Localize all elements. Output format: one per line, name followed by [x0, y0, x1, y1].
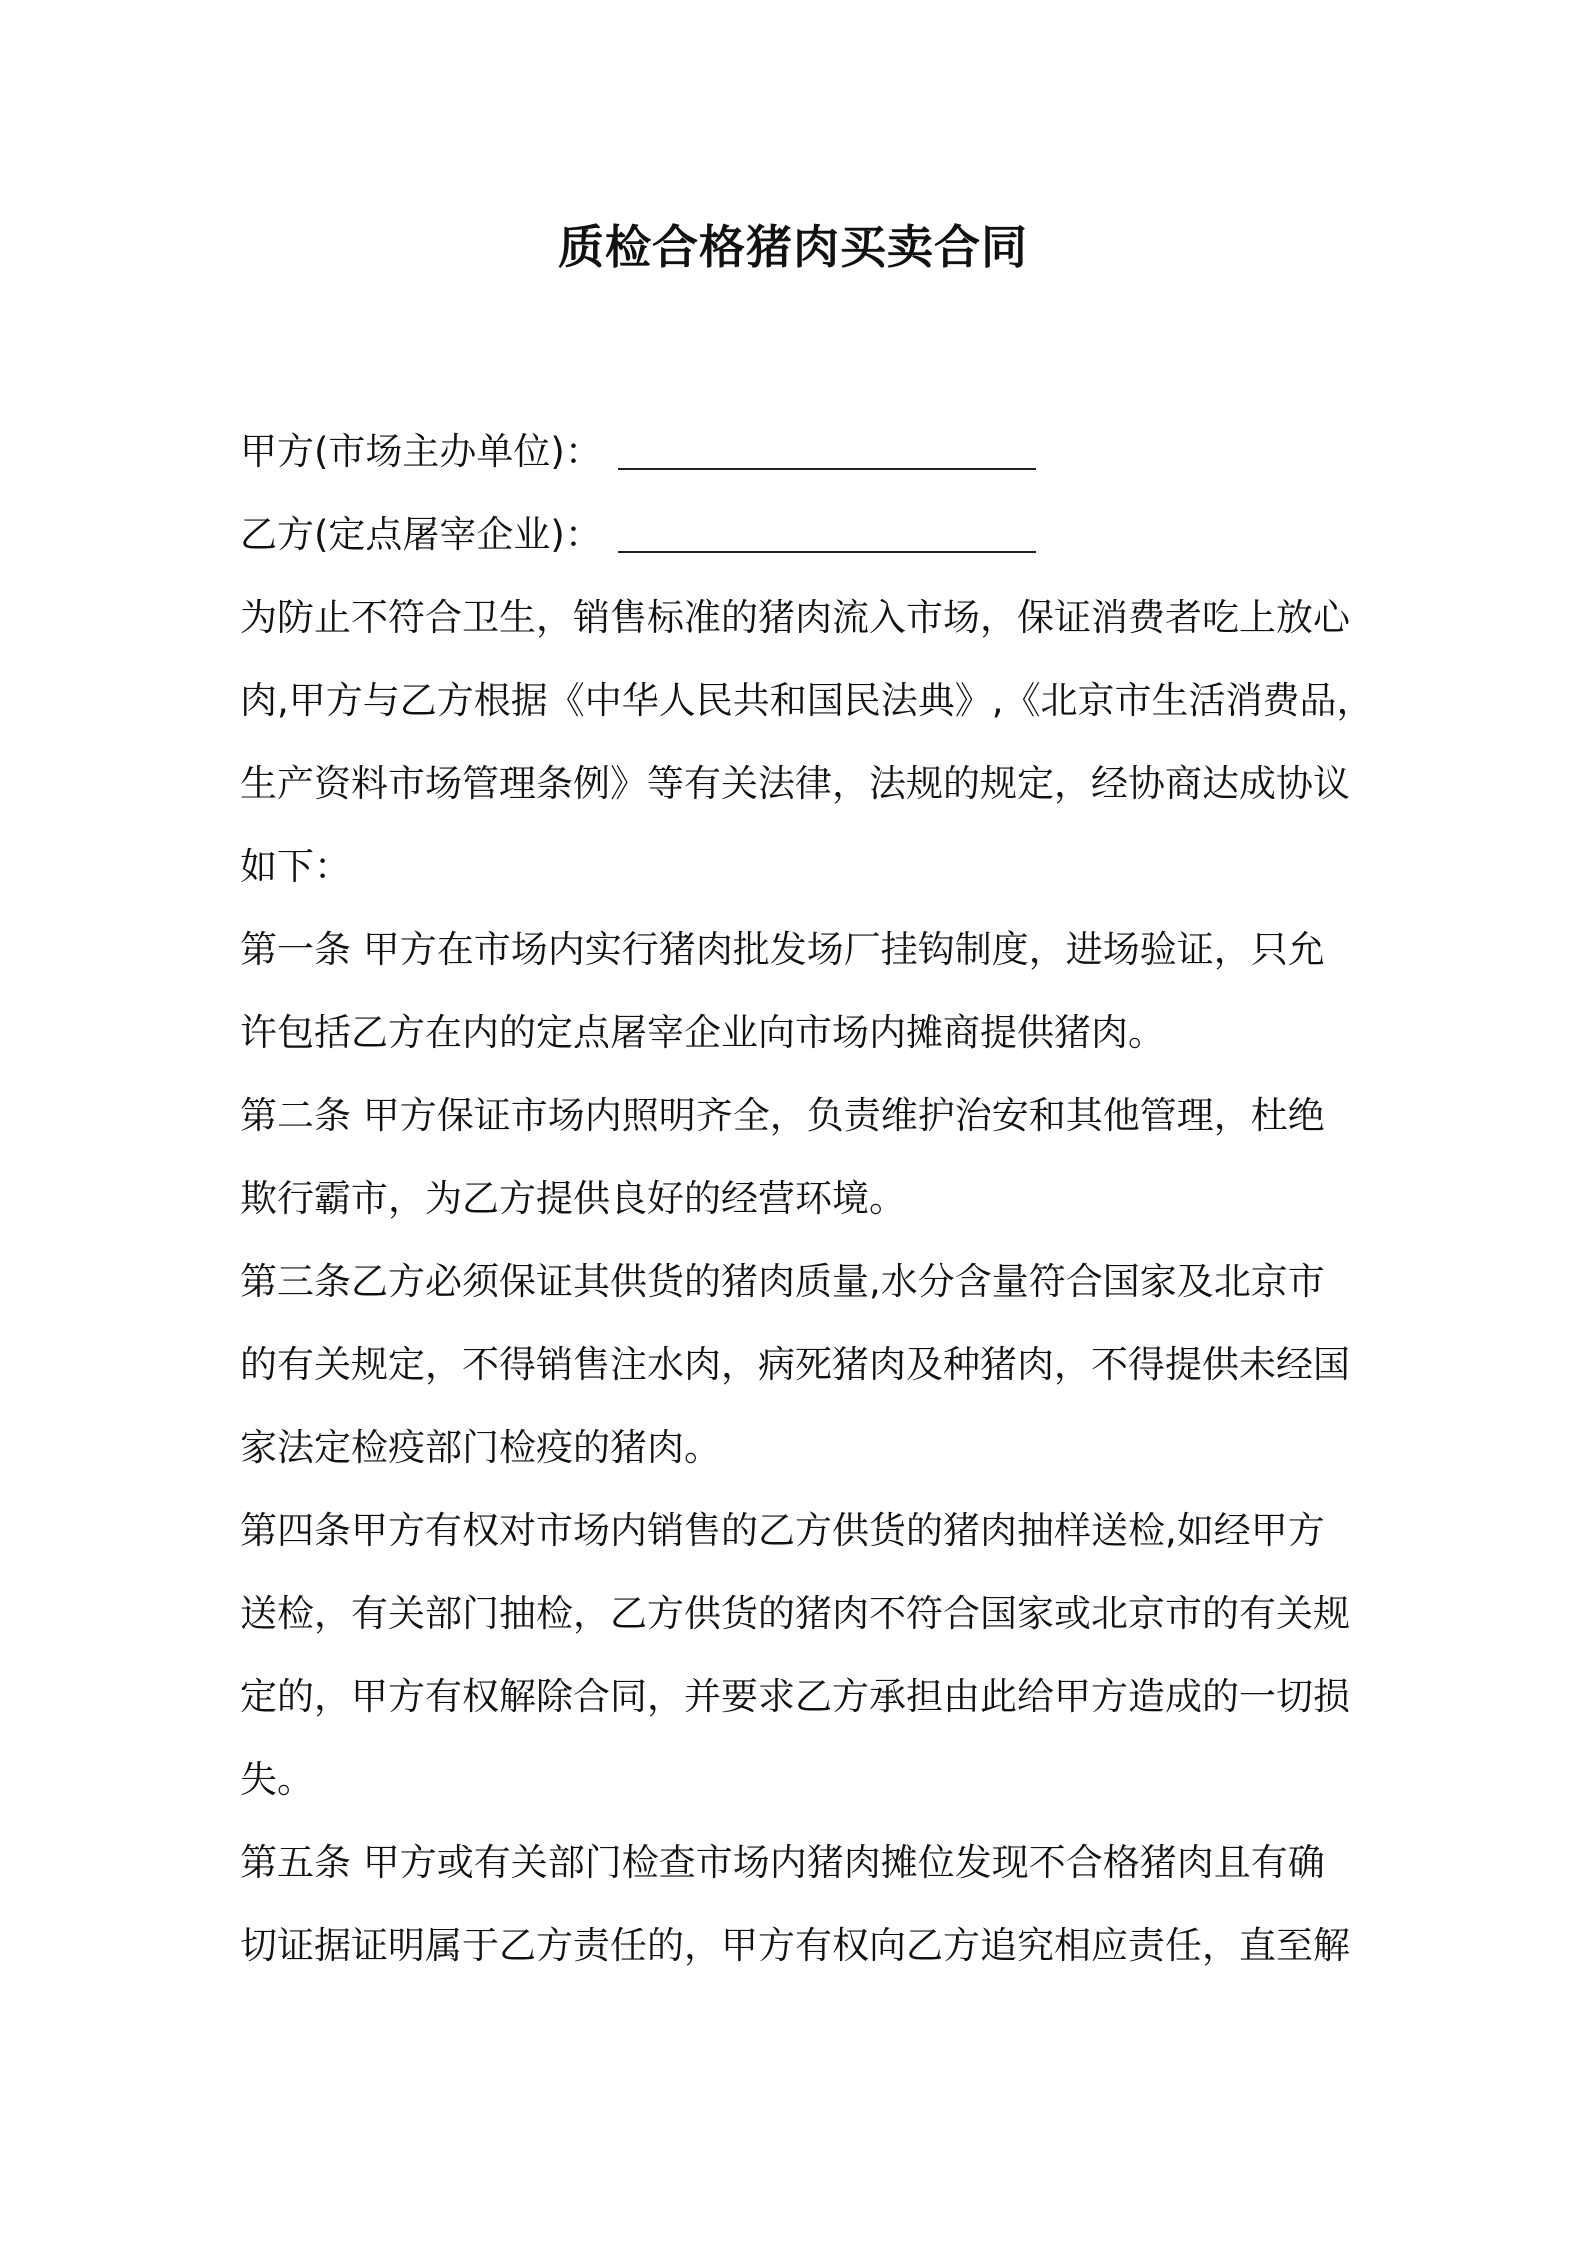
clause-4-line: 定的，甲方有权解除合同，并要求乙方承担由此给甲方造成的一切损	[240, 1675, 1350, 1718]
clause-4-line: 失。	[240, 1758, 314, 1801]
clause-5-line: 切证据证明属于乙方责任的，甲方有权向乙方追究相应责任，直至解	[240, 1924, 1350, 1967]
clause-3-line: 第三条乙方必须保证其供货的猪肉质量,水分含量符合国家及北京市	[240, 1260, 1325, 1303]
party-b-label: 乙方(定点屠宰企业)：	[240, 513, 602, 556]
clause-3-line: 家法定检疫部门检疫的猪肉。	[240, 1426, 721, 1469]
clause-5-line: 第五条 甲方或有关部门检查市场内猪肉摊位发现不合格猪肉且有确	[240, 1841, 1325, 1884]
body-line: 肉,甲方与乙方根据《中华人民共和国民法典》,《北京市生活消费品，	[240, 679, 1374, 722]
party-b-blank[interactable]	[618, 511, 1036, 553]
body-line: 为防止不符合卫生，销售标准的猪肉流入市场，保证消费者吃上放心	[240, 596, 1350, 639]
document-title: 质检合格猪肉买卖合同	[558, 220, 1028, 274]
document-body	[240, 410, 1374, 1987]
party-a-line	[240, 410, 1360, 493]
clause-3-line: 的有关规定，不得销售注水肉，病死猪肉及种猪肉，不得提供未经国	[240, 1343, 1350, 1386]
clause-2-line: 欺行霸市，为乙方提供良好的经营环境。	[240, 1177, 906, 1220]
clause-4-line: 送检，有关部门抽检，乙方供货的猪肉不符合国家或北京市的有关规	[240, 1592, 1350, 1635]
clause-1-line: 许包括乙方在内的定点屠宰企业向市场内摊商提供猪肉。	[240, 1011, 1165, 1054]
body-line: 如下：	[240, 845, 351, 888]
clause-4-line: 第四条甲方有权对市场内销售的乙方供货的猪肉抽样送检,如经甲方	[240, 1509, 1325, 1552]
party-a-blank[interactable]	[618, 428, 1036, 470]
body-line: 生产资料市场管理条例》等有关法律，法规的规定，经协商达成协议	[240, 762, 1350, 805]
party-a-label: 甲方(市场主办单位)：	[240, 430, 602, 473]
party-b-line	[240, 493, 1360, 576]
clause-2-line: 第二条 甲方保证市场内照明齐全，负责维护治安和其他管理，杜绝	[240, 1094, 1325, 1137]
clause-1-line: 第一条 甲方在市场内实行猪肉批发场厂挂钩制度，进场验证，只允	[240, 928, 1325, 971]
